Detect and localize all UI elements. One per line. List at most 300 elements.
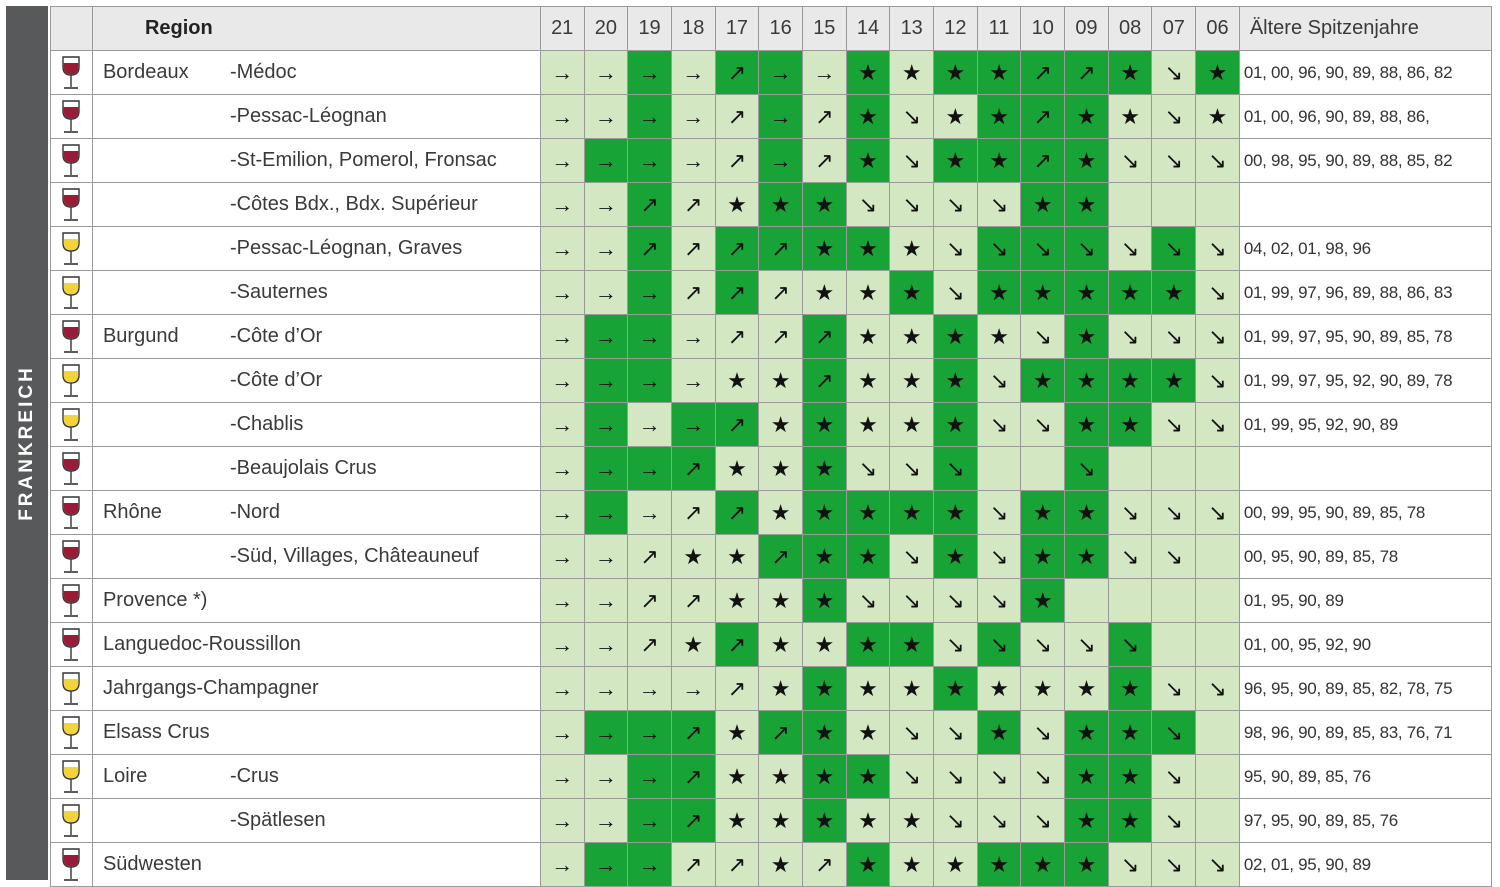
arrow-right-icon: → — [628, 139, 672, 183]
older-top-years — [1239, 183, 1491, 227]
arrow-down-right-icon: ↘ — [1196, 315, 1240, 359]
region-cell — [92, 667, 540, 711]
arrow-down-right-icon: ↘ — [1152, 227, 1196, 271]
arrow-right-icon: → — [628, 491, 672, 535]
star-icon: ★ — [934, 95, 978, 139]
red-wine-glass-icon — [51, 183, 93, 227]
header-year: 16 — [759, 7, 803, 51]
arrow-down-right-icon: ↘ — [890, 535, 934, 579]
arrow-up-right-icon: ↗ — [671, 843, 715, 887]
star-icon: ★ — [1021, 491, 1065, 535]
red-wine-glass-icon — [51, 51, 93, 95]
arrow-down-right-icon: ↘ — [1021, 315, 1065, 359]
arrow-right-icon: → — [584, 667, 628, 711]
star-icon: ★ — [1021, 843, 1065, 887]
star-icon: ★ — [934, 667, 978, 711]
arrow-up-right-icon: ↗ — [1065, 51, 1109, 95]
arrow-down-right-icon: ↘ — [1152, 139, 1196, 183]
arrow-right-icon: → — [759, 51, 803, 95]
arrow-right-icon: → — [540, 799, 584, 843]
arrow-down-right-icon: ↘ — [934, 711, 978, 755]
star-icon: ★ — [1108, 271, 1152, 315]
star-icon: ★ — [934, 491, 978, 535]
arrow-down-right-icon: ↘ — [1065, 227, 1109, 271]
arrow-right-icon: → — [540, 315, 584, 359]
arrow-up-right-icon: ↗ — [802, 139, 846, 183]
white-wine-glass-icon — [51, 403, 93, 447]
arrow-down-right-icon: ↘ — [890, 95, 934, 139]
star-icon: ★ — [977, 667, 1021, 711]
star-icon: ★ — [1108, 667, 1152, 711]
arrow-right-icon: → — [540, 447, 584, 491]
older-top-years: 01, 99, 95, 92, 90, 89 — [1239, 403, 1491, 447]
table-row — [51, 139, 1492, 183]
red-wine-glass-icon — [51, 447, 93, 491]
header-year: 17 — [715, 7, 759, 51]
star-icon: ★ — [934, 535, 978, 579]
empty-rating-cell — [1196, 183, 1240, 227]
region-cell — [92, 755, 540, 799]
arrow-right-icon: → — [584, 359, 628, 403]
arrow-right-icon: → — [584, 51, 628, 95]
arrow-down-right-icon: ↘ — [1021, 799, 1065, 843]
arrow-right-icon: → — [540, 755, 584, 799]
arrow-right-icon: → — [584, 491, 628, 535]
empty-rating-cell — [1196, 579, 1240, 623]
empty-rating-cell — [1196, 447, 1240, 491]
subregion-name: -Médoc — [229, 61, 297, 83]
older-top-years — [1239, 447, 1491, 491]
arrow-down-right-icon: ↘ — [1196, 271, 1240, 315]
star-icon: ★ — [1021, 183, 1065, 227]
star-icon: ★ — [715, 799, 759, 843]
arrow-right-icon: → — [628, 359, 672, 403]
star-icon: ★ — [846, 403, 890, 447]
arrow-up-right-icon: ↗ — [802, 843, 846, 887]
arrow-right-icon: → — [540, 95, 584, 139]
star-icon: ★ — [934, 843, 978, 887]
region-cell — [92, 315, 540, 359]
arrow-right-icon: → — [584, 755, 628, 799]
star-icon: ★ — [846, 799, 890, 843]
arrow-up-right-icon: ↗ — [715, 403, 759, 447]
star-icon: ★ — [1065, 315, 1109, 359]
arrow-down-right-icon: ↘ — [1108, 227, 1152, 271]
star-icon: ★ — [802, 667, 846, 711]
star-icon: ★ — [1021, 667, 1065, 711]
arrow-up-right-icon: ↗ — [759, 711, 803, 755]
older-top-years: 97, 95, 90, 89, 85, 76 — [1239, 799, 1491, 843]
region-cell — [92, 447, 540, 491]
table-row — [51, 799, 1492, 843]
region-cell — [92, 95, 540, 139]
star-icon: ★ — [846, 843, 890, 887]
arrow-down-right-icon: ↘ — [977, 183, 1021, 227]
arrow-down-right-icon: ↘ — [1152, 535, 1196, 579]
arrow-up-right-icon: ↗ — [671, 755, 715, 799]
arrow-right-icon: → — [628, 403, 672, 447]
empty-rating-cell — [1152, 447, 1196, 491]
star-icon: ★ — [846, 227, 890, 271]
subregion-name: -Spätlesen — [229, 809, 326, 831]
table-row — [51, 315, 1492, 359]
arrow-down-right-icon: ↘ — [1021, 623, 1065, 667]
table-row — [51, 447, 1492, 491]
arrow-down-right-icon: ↘ — [1196, 403, 1240, 447]
arrow-right-icon: → — [540, 535, 584, 579]
subregion-name: -Nord — [229, 501, 280, 523]
arrow-down-right-icon: ↘ — [934, 271, 978, 315]
arrow-right-icon: → — [628, 447, 672, 491]
arrow-up-right-icon: ↗ — [715, 315, 759, 359]
region-name: Bordeaux — [102, 61, 189, 83]
arrow-up-right-icon: ↗ — [1021, 95, 1065, 139]
subregion-name: -Crus — [229, 765, 279, 787]
header-region: Region — [92, 7, 540, 51]
subregion-name: -Côte d’Or — [229, 325, 323, 347]
older-top-years: 01, 00, 96, 90, 89, 88, 86, 82 — [1239, 51, 1491, 95]
table-row — [51, 227, 1492, 271]
star-icon: ★ — [890, 799, 934, 843]
region-cell — [92, 271, 540, 315]
star-icon: ★ — [1065, 359, 1109, 403]
arrow-down-right-icon: ↘ — [1152, 755, 1196, 799]
subregion-name: -Côtes Bdx., Bdx. Supérieur — [229, 193, 478, 215]
region-cell — [92, 799, 540, 843]
region-name: Languedoc-Roussillon — [102, 633, 301, 655]
star-icon: ★ — [802, 183, 846, 227]
arrow-up-right-icon: ↗ — [715, 491, 759, 535]
arrow-up-right-icon: ↗ — [759, 271, 803, 315]
star-icon: ★ — [759, 799, 803, 843]
star-icon: ★ — [1065, 535, 1109, 579]
red-wine-glass-icon — [51, 491, 93, 535]
star-icon: ★ — [1065, 755, 1109, 799]
header-year: 19 — [628, 7, 672, 51]
subregion-name: -Côte d’Or — [229, 369, 323, 391]
arrow-right-icon: → — [584, 447, 628, 491]
header-year: 06 — [1196, 7, 1240, 51]
arrow-right-icon: → — [628, 843, 672, 887]
older-top-years: 95, 90, 89, 85, 76 — [1239, 755, 1491, 799]
arrow-right-icon: → — [584, 227, 628, 271]
older-top-years: 00, 98, 95, 90, 89, 88, 85, 82 — [1239, 139, 1491, 183]
arrow-down-right-icon: ↘ — [890, 755, 934, 799]
star-icon: ★ — [715, 447, 759, 491]
region-name: Südwesten — [102, 853, 202, 875]
star-icon: ★ — [802, 271, 846, 315]
region-cell — [92, 535, 540, 579]
star-icon: ★ — [802, 403, 846, 447]
header-year: 12 — [934, 7, 978, 51]
star-icon: ★ — [802, 579, 846, 623]
subregion-name: -Pessac-Léognan, Graves — [229, 237, 463, 259]
star-icon: ★ — [715, 183, 759, 227]
star-icon: ★ — [1021, 579, 1065, 623]
older-top-years: 00, 99, 95, 90, 89, 85, 78 — [1239, 491, 1491, 535]
red-wine-glass-icon — [51, 315, 93, 359]
arrow-right-icon: → — [584, 843, 628, 887]
star-icon: ★ — [846, 359, 890, 403]
arrow-up-right-icon: ↗ — [715, 623, 759, 667]
star-icon: ★ — [759, 667, 803, 711]
star-icon: ★ — [759, 403, 803, 447]
table-row — [51, 711, 1492, 755]
header-year: 21 — [540, 7, 584, 51]
arrow-down-right-icon: ↘ — [1021, 227, 1065, 271]
arrow-up-right-icon: ↗ — [759, 227, 803, 271]
star-icon: ★ — [977, 139, 1021, 183]
star-icon: ★ — [1152, 271, 1196, 315]
arrow-right-icon: → — [628, 271, 672, 315]
empty-rating-cell — [1152, 579, 1196, 623]
arrow-up-right-icon: ↗ — [715, 843, 759, 887]
arrow-down-right-icon: ↘ — [890, 711, 934, 755]
arrow-down-right-icon: ↘ — [977, 799, 1021, 843]
table-row — [51, 359, 1492, 403]
star-icon: ★ — [759, 579, 803, 623]
older-top-years: 96, 95, 90, 89, 85, 82, 78, 75 — [1239, 667, 1491, 711]
star-icon: ★ — [759, 491, 803, 535]
star-icon: ★ — [715, 359, 759, 403]
region-name: Loire — [102, 765, 148, 787]
star-icon: ★ — [1108, 95, 1152, 139]
arrow-up-right-icon: ↗ — [802, 95, 846, 139]
red-wine-glass-icon — [51, 95, 93, 139]
arrow-down-right-icon: ↘ — [934, 227, 978, 271]
star-icon: ★ — [846, 623, 890, 667]
star-icon: ★ — [1108, 359, 1152, 403]
arrow-down-right-icon: ↘ — [1152, 491, 1196, 535]
arrow-up-right-icon: ↗ — [759, 535, 803, 579]
star-icon: ★ — [759, 755, 803, 799]
arrow-down-right-icon: ↘ — [934, 623, 978, 667]
arrow-right-icon: → — [540, 711, 584, 755]
arrow-right-icon: → — [671, 403, 715, 447]
star-icon: ★ — [934, 51, 978, 95]
empty-rating-cell — [1196, 535, 1240, 579]
arrow-down-right-icon: ↘ — [1152, 51, 1196, 95]
arrow-up-right-icon: ↗ — [628, 183, 672, 227]
arrow-up-right-icon: ↗ — [715, 95, 759, 139]
arrow-right-icon: → — [628, 315, 672, 359]
region-cell — [92, 51, 540, 95]
star-icon: ★ — [1108, 403, 1152, 447]
arrow-down-right-icon: ↘ — [1152, 711, 1196, 755]
arrow-down-right-icon: ↘ — [934, 183, 978, 227]
star-icon: ★ — [1065, 491, 1109, 535]
star-icon: ★ — [802, 755, 846, 799]
header-year: 10 — [1021, 7, 1065, 51]
arrow-down-right-icon: ↘ — [1152, 799, 1196, 843]
arrow-right-icon: → — [628, 755, 672, 799]
arrow-right-icon: → — [540, 667, 584, 711]
arrow-right-icon: → — [540, 843, 584, 887]
arrow-right-icon: → — [584, 711, 628, 755]
region-cell — [92, 843, 540, 887]
star-icon: ★ — [1021, 359, 1065, 403]
star-icon: ★ — [846, 535, 890, 579]
star-icon: ★ — [802, 623, 846, 667]
star-icon: ★ — [934, 359, 978, 403]
arrow-down-right-icon: ↘ — [890, 579, 934, 623]
star-icon: ★ — [671, 623, 715, 667]
arrow-down-right-icon: ↘ — [1108, 535, 1152, 579]
star-icon: ★ — [715, 535, 759, 579]
arrow-down-right-icon: ↘ — [1152, 403, 1196, 447]
arrow-down-right-icon: ↘ — [977, 359, 1021, 403]
header-year: 15 — [802, 7, 846, 51]
empty-rating-cell — [1152, 623, 1196, 667]
star-icon: ★ — [802, 799, 846, 843]
star-icon: ★ — [802, 711, 846, 755]
region-cell — [92, 623, 540, 667]
empty-rating-cell — [1152, 183, 1196, 227]
older-top-years: 01, 99, 97, 96, 89, 88, 86, 83 — [1239, 271, 1491, 315]
arrow-down-right-icon: ↘ — [890, 447, 934, 491]
arrow-right-icon: → — [671, 315, 715, 359]
arrow-down-right-icon: ↘ — [977, 755, 1021, 799]
red-wine-glass-icon — [51, 139, 93, 183]
empty-rating-cell — [1196, 755, 1240, 799]
vintage-chart — [6, 6, 1492, 880]
table-row — [51, 95, 1492, 139]
arrow-up-right-icon: ↗ — [671, 447, 715, 491]
header-year: 08 — [1108, 7, 1152, 51]
arrow-up-right-icon: ↗ — [715, 51, 759, 95]
arrow-down-right-icon: ↘ — [977, 623, 1021, 667]
arrow-up-right-icon: ↗ — [715, 139, 759, 183]
arrow-up-right-icon: ↗ — [628, 623, 672, 667]
star-icon: ★ — [1065, 667, 1109, 711]
arrow-down-right-icon: ↘ — [1196, 843, 1240, 887]
arrow-up-right-icon: ↗ — [628, 579, 672, 623]
arrow-down-right-icon: ↘ — [934, 755, 978, 799]
star-icon: ★ — [1021, 271, 1065, 315]
arrow-down-right-icon: ↘ — [890, 183, 934, 227]
arrow-right-icon: → — [584, 403, 628, 447]
empty-rating-cell — [1196, 799, 1240, 843]
arrow-up-right-icon: ↗ — [671, 227, 715, 271]
arrow-right-icon: → — [671, 95, 715, 139]
arrow-right-icon: → — [540, 623, 584, 667]
star-icon: ★ — [1065, 271, 1109, 315]
star-icon: ★ — [759, 183, 803, 227]
star-icon: ★ — [890, 227, 934, 271]
region-cell — [92, 403, 540, 447]
arrow-down-right-icon: ↘ — [934, 579, 978, 623]
header-glass-column — [51, 7, 93, 51]
arrow-right-icon: → — [759, 95, 803, 139]
arrow-up-right-icon: ↗ — [1021, 139, 1065, 183]
red-wine-glass-icon — [51, 579, 93, 623]
header-year: 14 — [846, 7, 890, 51]
table-row — [51, 755, 1492, 799]
empty-rating-cell — [977, 447, 1021, 491]
star-icon: ★ — [846, 95, 890, 139]
arrow-right-icon: → — [759, 139, 803, 183]
star-icon: ★ — [890, 315, 934, 359]
arrow-down-right-icon: ↘ — [977, 227, 1021, 271]
arrow-up-right-icon: ↗ — [715, 227, 759, 271]
arrow-up-right-icon: ↗ — [715, 667, 759, 711]
arrow-down-right-icon: ↘ — [1196, 139, 1240, 183]
empty-rating-cell — [1108, 183, 1152, 227]
arrow-down-right-icon: ↘ — [1065, 623, 1109, 667]
star-icon: ★ — [934, 315, 978, 359]
arrow-up-right-icon: ↗ — [671, 711, 715, 755]
arrow-down-right-icon: ↘ — [846, 579, 890, 623]
star-icon: ★ — [890, 491, 934, 535]
star-icon: ★ — [802, 535, 846, 579]
older-top-years: 02, 01, 95, 90, 89 — [1239, 843, 1491, 887]
star-icon: ★ — [715, 755, 759, 799]
empty-rating-cell — [1196, 623, 1240, 667]
arrow-down-right-icon: ↘ — [977, 403, 1021, 447]
older-top-years: 98, 96, 90, 89, 85, 83, 76, 71 — [1239, 711, 1491, 755]
arrow-down-right-icon: ↘ — [890, 139, 934, 183]
arrow-right-icon: → — [540, 579, 584, 623]
star-icon: ★ — [846, 667, 890, 711]
arrow-right-icon: → — [671, 139, 715, 183]
arrow-down-right-icon: ↘ — [846, 183, 890, 227]
arrow-up-right-icon: ↗ — [1021, 51, 1065, 95]
star-icon: ★ — [1065, 403, 1109, 447]
arrow-right-icon: → — [628, 711, 672, 755]
star-icon: ★ — [846, 51, 890, 95]
red-wine-glass-icon — [51, 623, 93, 667]
star-icon: ★ — [1108, 711, 1152, 755]
region-cell — [92, 359, 540, 403]
arrow-right-icon: → — [671, 359, 715, 403]
star-icon: ★ — [846, 711, 890, 755]
older-top-years: 01, 00, 96, 90, 89, 88, 86, — [1239, 95, 1491, 139]
arrow-up-right-icon: ↗ — [759, 315, 803, 359]
star-icon: ★ — [890, 359, 934, 403]
star-icon: ★ — [1065, 183, 1109, 227]
table-row — [51, 579, 1492, 623]
star-icon: ★ — [890, 403, 934, 447]
star-icon: ★ — [1065, 95, 1109, 139]
arrow-up-right-icon: ↗ — [671, 579, 715, 623]
star-icon: ★ — [759, 843, 803, 887]
arrow-right-icon: → — [584, 315, 628, 359]
arrow-right-icon: → — [628, 51, 672, 95]
star-icon: ★ — [890, 667, 934, 711]
arrow-up-right-icon: ↗ — [671, 799, 715, 843]
white-wine-glass-icon — [51, 799, 93, 843]
empty-rating-cell — [1196, 711, 1240, 755]
arrow-down-right-icon: ↘ — [934, 447, 978, 491]
arrow-right-icon: → — [584, 623, 628, 667]
arrow-down-right-icon: ↘ — [1196, 227, 1240, 271]
subregion-name: -Pessac-Léognan — [229, 105, 387, 127]
star-icon: ★ — [715, 579, 759, 623]
star-icon: ★ — [846, 491, 890, 535]
region-cell — [92, 579, 540, 623]
star-icon: ★ — [977, 271, 1021, 315]
header-year: 13 — [890, 7, 934, 51]
star-icon: ★ — [977, 95, 1021, 139]
table-row — [51, 623, 1492, 667]
arrow-right-icon: → — [584, 535, 628, 579]
arrow-right-icon: → — [671, 667, 715, 711]
arrow-down-right-icon: ↘ — [934, 799, 978, 843]
arrow-right-icon: → — [584, 271, 628, 315]
star-icon: ★ — [1021, 535, 1065, 579]
star-icon: ★ — [1108, 755, 1152, 799]
arrow-down-right-icon: ↘ — [1196, 359, 1240, 403]
